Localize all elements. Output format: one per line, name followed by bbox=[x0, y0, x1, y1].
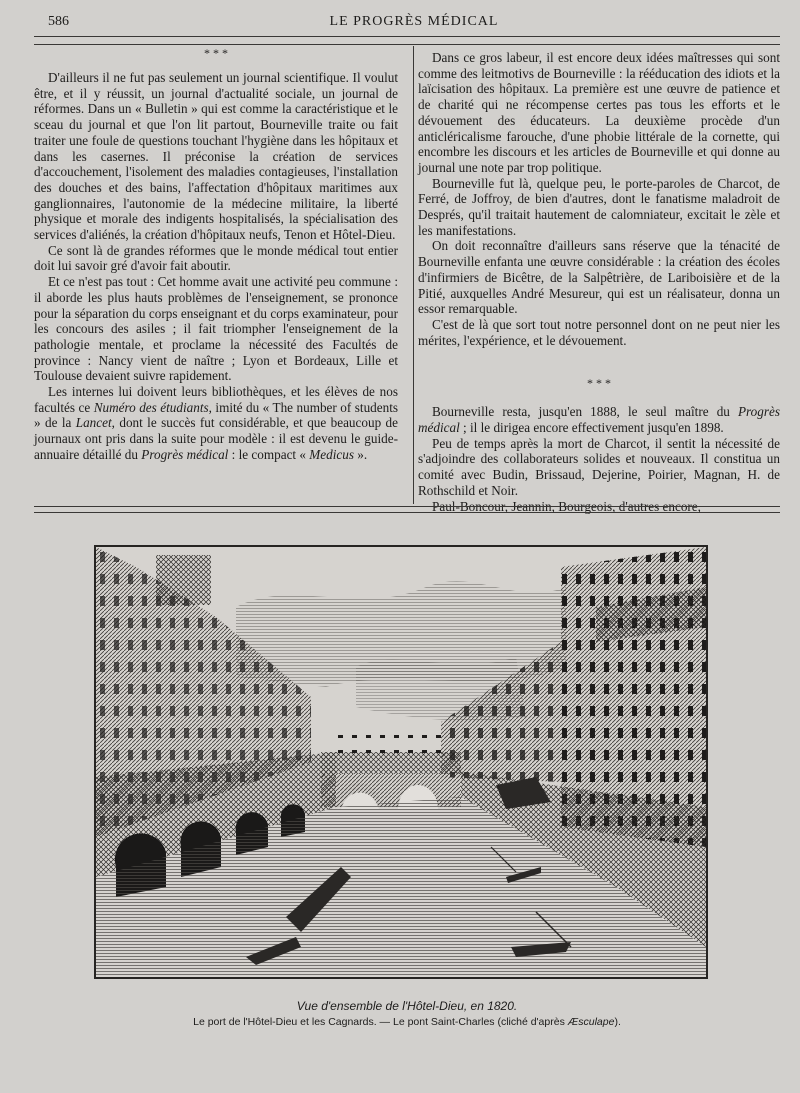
section-separator: * * * bbox=[587, 376, 611, 391]
italic-title: Progrès médical bbox=[418, 404, 780, 436]
engraving-hotel-dieu bbox=[94, 545, 708, 979]
italic-source: Æsculape bbox=[567, 1016, 615, 1028]
page-number: 586 bbox=[48, 14, 69, 29]
engraving-illustration bbox=[96, 547, 706, 977]
section-rule bbox=[34, 506, 780, 507]
paragraph-libraries: Les internes lui doivent leurs bibliothèques, et les élèves de nos facultés ce Numéro des étudiants, imité du « The number of students » de la Lancet, dont le succès fut considérable, et que beaucoup de journaux ont pris dans la suite pour modèle : il est devenu le guide-annuaire détaillé du Progrès médical : le compact « Medicus ». bbox=[34, 384, 399, 462]
paragraph: Peu de temps après la mort de Charcot, il sentit la nécessité de s'adjoindre des collaborateurs solides et nouveaux. Il constitua un comité avec Budin, Brissaud, Dejerine, Poirier, Magnan, H. de Rothschild et Noir. bbox=[418, 435, 780, 498]
italic-title: Medicus bbox=[309, 446, 354, 462]
left-column bbox=[34, 48, 398, 463]
italic-title: Progrès médical bbox=[141, 446, 229, 462]
section-rule-2 bbox=[34, 512, 780, 513]
italic-title: Lancet bbox=[75, 415, 112, 431]
header-rule bbox=[34, 36, 780, 37]
paragraph: On doit reconnaître d'ailleurs sans réserve que la ténacité de Bourneville enfanta une œuvre considérable : la création des écoles d'infirmiers de Bicêtre, de la Salpêtrière, de Lariboisière et de la Pitié, auxquelles André Mesureur, qui est un réalisateur, donna un essor remarquable. bbox=[418, 238, 780, 317]
right-column bbox=[418, 48, 780, 514]
page-header bbox=[48, 12, 780, 34]
paragraph: Paul-Boncour, Jeannin, Bourgeois, d'autres encore, bbox=[432, 498, 701, 514]
figure-caption-title: Vue d'ensemble de l'Hôtel-Dieu, en 1820. bbox=[296, 999, 518, 1013]
italic-title: Numéro des étudiants bbox=[93, 399, 209, 415]
paragraph: C'est de là que sort tout notre personnel dont on ne peut nier les mérites, l'expérience, et le dévouement. bbox=[418, 316, 780, 348]
paragraph: Dans ce gros labeur, il est encore deux idées maîtresses qui sont comme des leitmotivs de Bourneville : la rééducation des idiots et la laïcisation des hôpitaux. La première est une œuvre de patience et de charité qui ne récompense certes pas tous les efforts et le dévouement des éducateurs. La deuxième procède d'un anticléricalisme farouche, d'une phobie littérale de la cornette, qui encombre les discours et les articles de Bourneville et qui donne au journal une note par trop politique. bbox=[418, 50, 780, 175]
column-divider bbox=[413, 46, 414, 504]
paragraph: Ce sont là de grandes réformes que le monde médical tout entier doit lui savoir gré d'avoir fait aboutir. bbox=[34, 242, 398, 274]
header-rule-2 bbox=[34, 44, 780, 45]
section-separator: * * * bbox=[204, 46, 228, 60]
paragraph: D'ailleurs il ne fut pas seulement un journal scientifique. Il voulut être, et il y réussit, un journal d'actualité sociale, un journal de réformes. Dans un « Bulletin » qui est comme la caractéristique et le sceau du journal et que l'on lit partout, Bourneville traite ou fait traiter une foule de questions touchant l'hygiène dans les hôpitaux et dans les casernes. Il préconise la création de services d'accouchement, l'isolement des maladies contagieuses, l'installation des douches et des bains, l'affectation d'hôpitaux maritimes aux ganglionnaires, l'autonomie de la médecine militaire, la liberté physique et morale des indigents hospitalisés, la spécialisation des services d'aliénés, la création d'hôpitaux neufs, Tenon et Hôtel-Dieu. bbox=[34, 70, 398, 243]
paragraph: Bourneville resta, jusqu'en 1888, le seul maître du Progrès médical ; il le dirigea encore effectivement jusqu'en 1898. bbox=[418, 404, 780, 436]
figure-caption-subtitle: Le port de l'Hôtel-Dieu et les Cagnards. — Le pont Saint-Charles (cliché d'après Æsculape). bbox=[193, 1016, 621, 1028]
paragraph: Et ce n'est pas tout : Cet homme avait une activité peu commune : il aborde les plus hauts problèmes de l'enseignement, se prononce pour la séparation du corps enseignant et du corps examinateur, pour les concours des asiles ; il fait triompher l'enseignement de la pathologie mentale, et proclame la nécessité des Facultés de province : Nancy vient de naître ; Lyon et Bordeaux, Lille et Toulouse devaient suivre rapidement. bbox=[34, 274, 398, 384]
paragraph: Bourneville fut là, quelque peu, le porte-paroles de Charcot, de Ferré, de Joffroy, de bien d'autres, dont le fanatisme maladroit de Després, qu'il traitait hautement de calomniateur, excitait le zèle et les manifestations. bbox=[418, 175, 780, 238]
journal-title: LE PROGRÈS MÉDICAL bbox=[329, 14, 499, 29]
